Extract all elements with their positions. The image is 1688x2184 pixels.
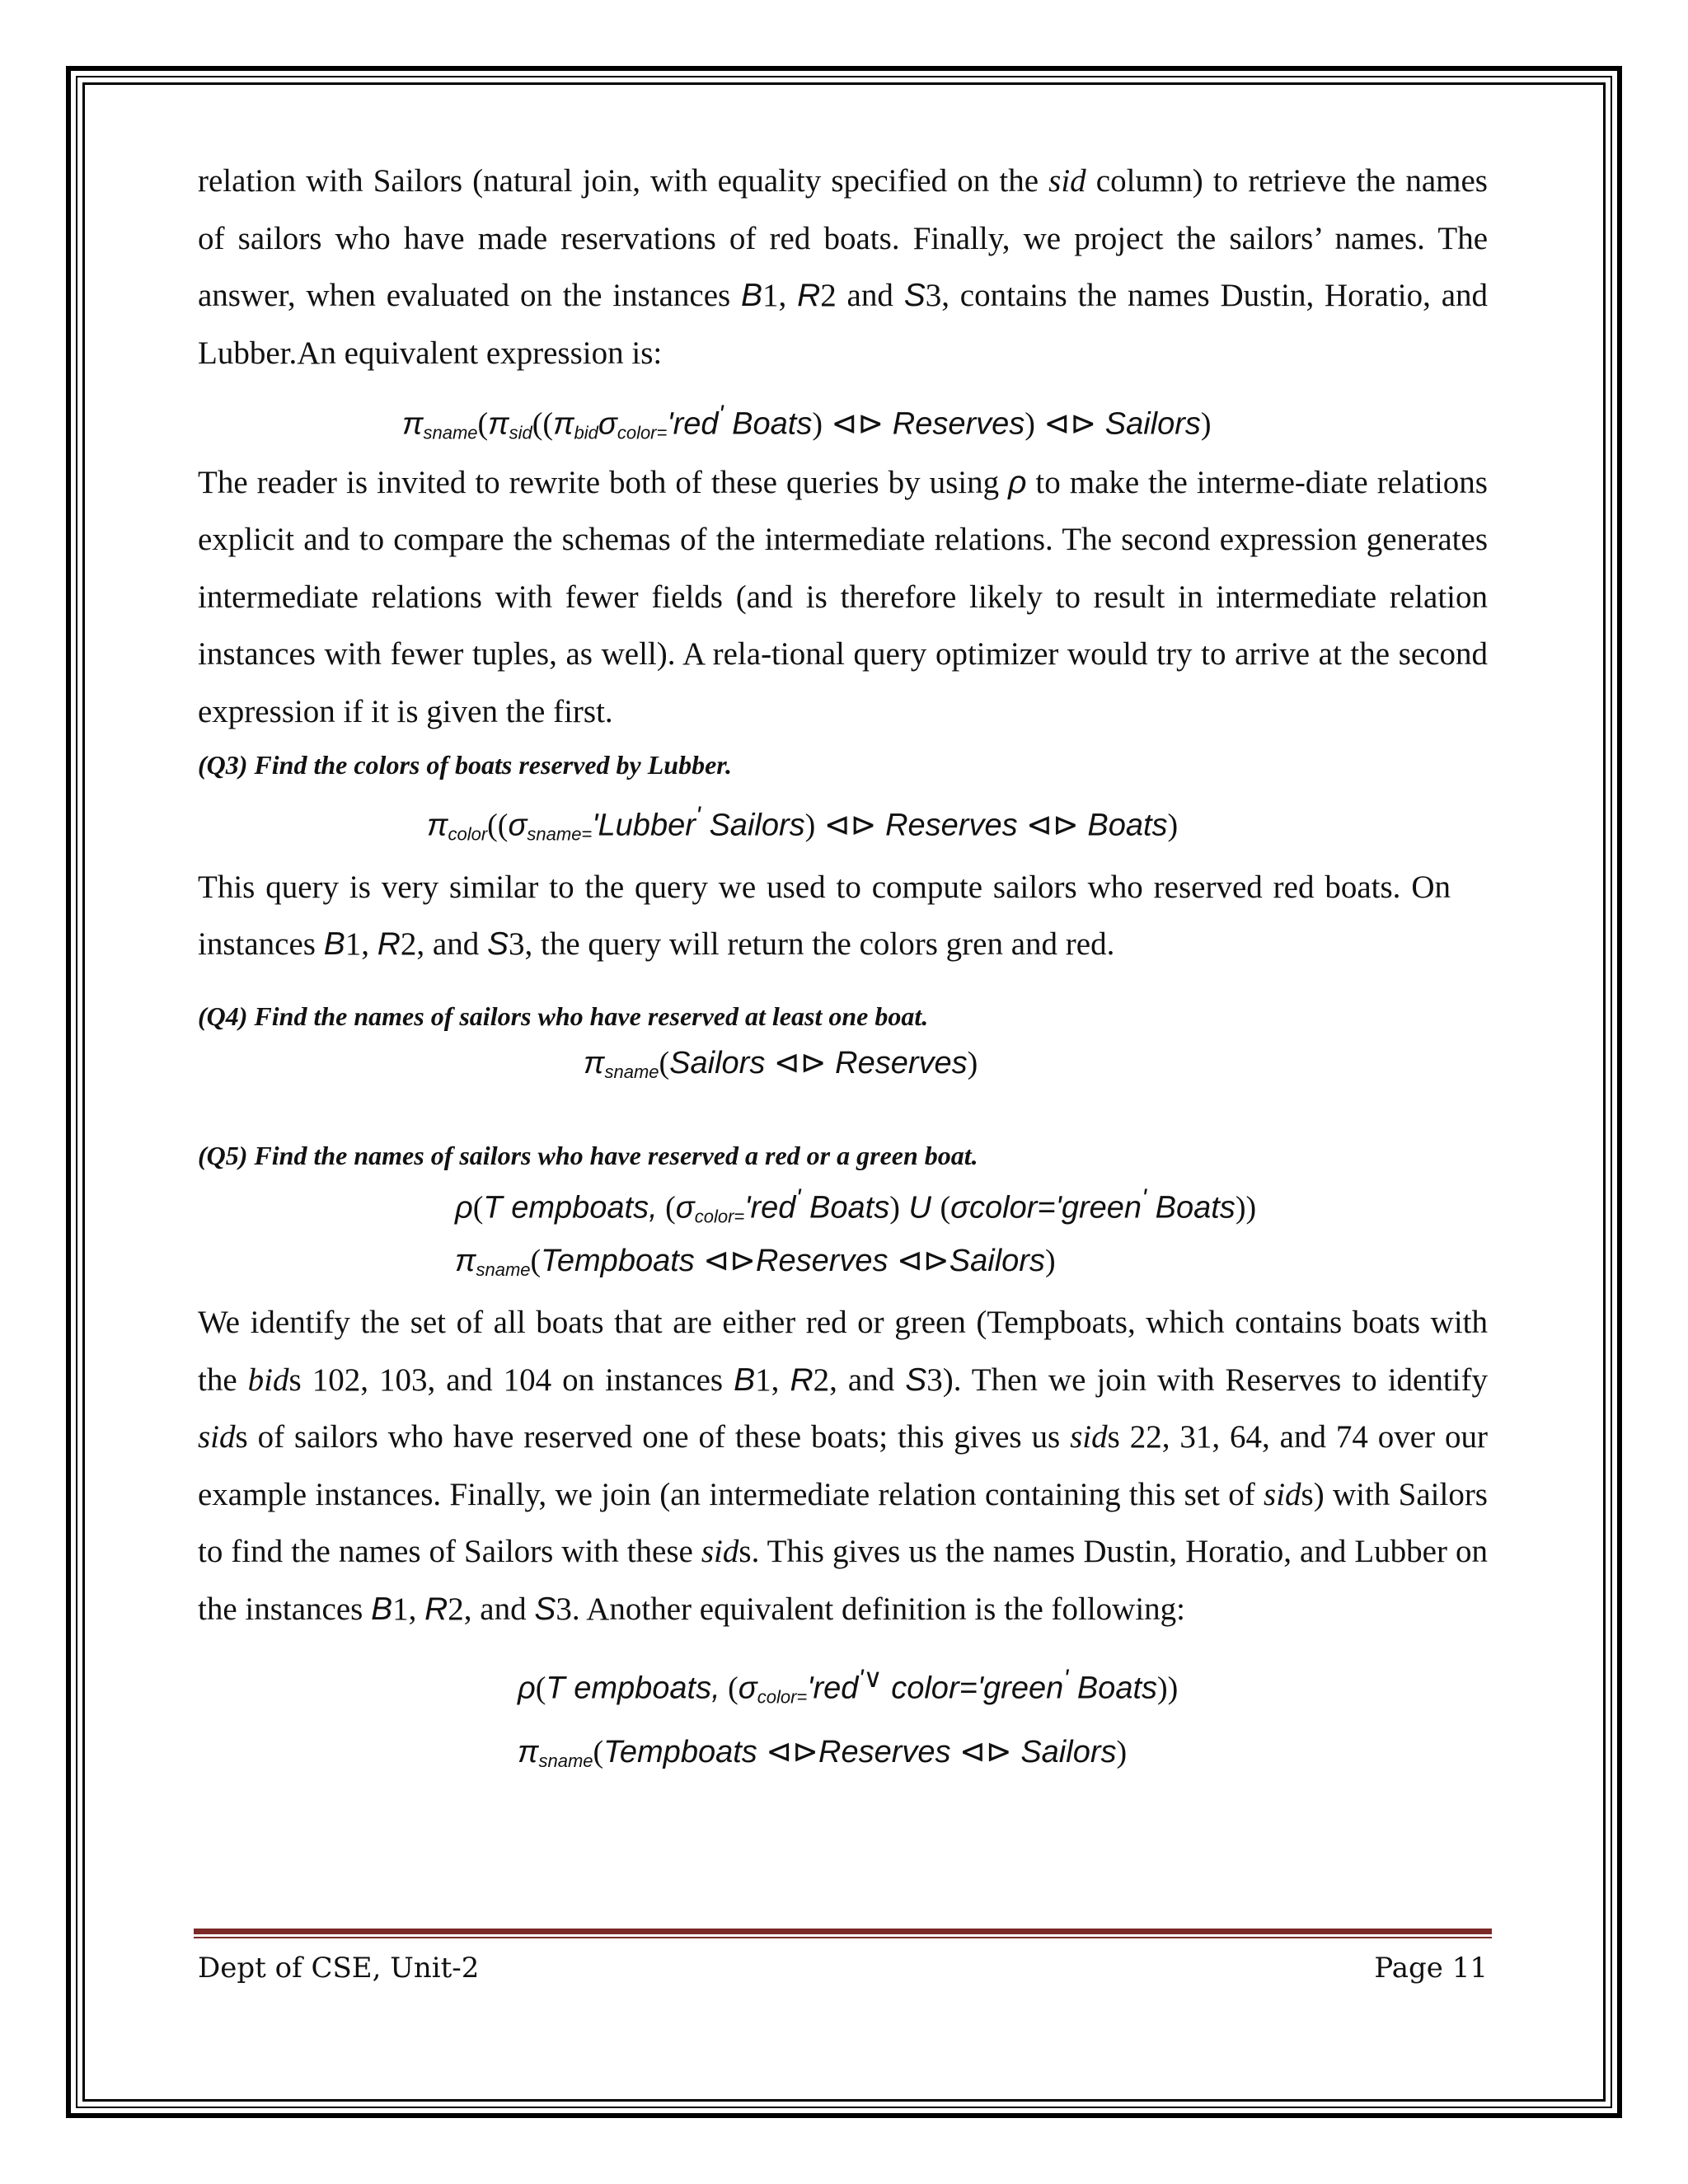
footer-rule-thin (194, 1937, 1492, 1938)
question-q5-heading: (Q5) Find the names of sailors who have reserved a red or a green boat. (198, 1140, 978, 1170)
page-content (198, 152, 1488, 1783)
formula-q4: $\pi_{sname}(Sailors$ ⊲⊳ Reserves) (584, 1045, 978, 1082)
paragraph-q3-explanation: This query is very similar to the query we used to compute sailors who reserved red boats. On instances B1, R2, and S3, the query will return the colors gren and red. (198, 869, 1451, 963)
footer-rule-thick (194, 1929, 1492, 1934)
formula-q3: $\pi_{color}((\sigma_{sname=}'Lubber'$ Sailors) ⊲⊳ Reserves ⊲⊳ Boats) (427, 800, 1179, 845)
formula-red-boats-sailors: $\pi_{sname}(\pi_{sid}((\pi_{bid}\sigma_{color=}'red'$ Boats) ⊲⊳ Reserves) ⊲⊳ Sailors) (402, 399, 1212, 443)
formula-q5-project: $\pi_{sname}(Tempboats$ ⊲⊳Reserves ⊲⊳Sailors) (455, 1244, 1056, 1281)
question-q3-heading: (Q3) Find the colors of boats reserved by Lubber. (198, 750, 732, 780)
paragraph-intro: relation with Sailors (natural join, with equality specified on the sid column) to retrieve the names of sailors who have made reservations of red boats. Finally, we project the sailors’ names. The answer, when evaluated on the instances B1, R2 and S3, contains the names Dustin, Horatio, and Lubber.An equivalent expression is: (198, 163, 1489, 371)
footer-department: Dept of CSE, Unit-2 (198, 1952, 480, 1985)
formula-q5-rho: ρ(T empboats, ($\sigma_{color=}'red'$ Boats) U (σcolor='green' Boats)) (455, 1182, 1257, 1227)
formula-alt-rho: ρ(T empboats, ($\sigma_{color=}'red^{'\vee}$ color='green' Boats)) (518, 1663, 1179, 1708)
question-q4-heading: (Q4) Find the names of sailors who have reserved at least one boat. (198, 1001, 929, 1031)
paragraph-rewrite: The reader is invited to rewrite both of these queries by using ρ to make the interme-diate relations explicit and to compare the schemas of the intermediate relations. The second expression generates intermediate relations with fewer fields (and is therefore likely to result in intermediate relation instances with fewer tuples, as well). A rela-tional query optimizer would try to arrive at the second expression if it is given the first. (198, 464, 1488, 729)
formula-alt-project: $\pi_{sname}(Tempboats$ ⊲⊳Reserves ⊲⊳ Sailors) (518, 1735, 1128, 1772)
footer-page-number: Page 11 (1374, 1952, 1488, 1985)
paragraph-q5-explanation: We identify the set of all boats that are either red or green (Tempboats, which contains boats with the bids 102, 103, and 104 on instances B1, R2, and S3). Then we join with Reserves to identify sids of sailors who have reserved one of these boats; this gives us sids 22, 31, 64, and 74 over our example instances. Finally, we join (an intermediate relation containing this set of sids) with Sailors to find the names of Sailors with these sids. This gives us the names Dustin, Horatio, and Lubber on the instances B1, R2, and S3. Another equivalent definition is the following: (198, 1305, 1488, 1627)
